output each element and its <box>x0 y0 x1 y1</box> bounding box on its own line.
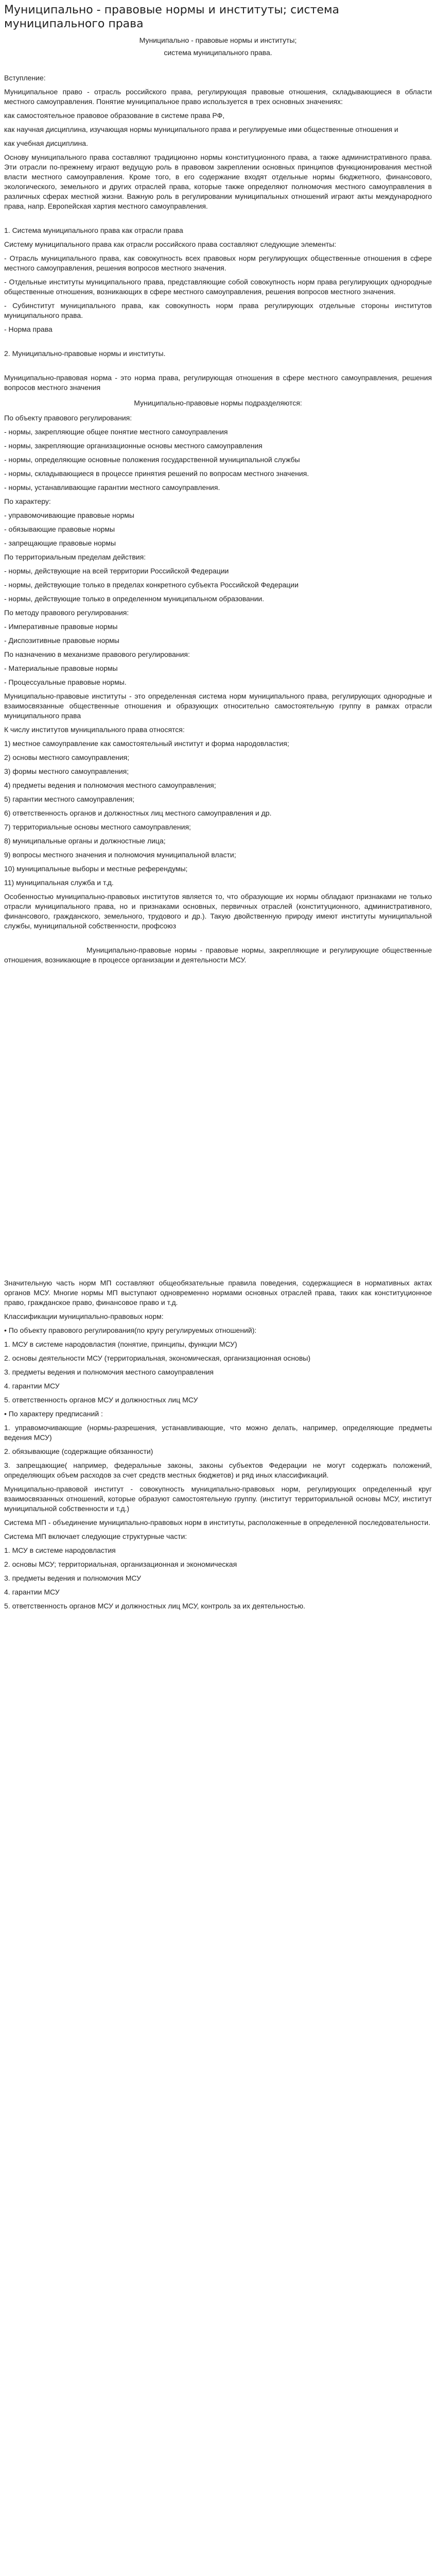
subtitle-line: система муниципального права. <box>164 48 272 57</box>
list-item: - обязывающие правовые нормы <box>4 525 115 533</box>
list-item: - нормы, закрепляющие общее понятие местного самоуправления <box>4 428 228 436</box>
paragraph: По территориальным пределам действия: <box>4 553 146 561</box>
list-item: - нормы, определяющие основные положения государственной муниципальной службы <box>4 455 300 464</box>
paragraph: Муниципально-правовые институты - это определенная система норм муниципального права, регулирующих однородные и взаимосвязанные общественные отношения и образующих относительно самостоятельную группу в рамках отрасли муниципального права <box>4 692 432 720</box>
blank-space <box>4 969 432 1278</box>
list-item: 1) местное самоуправление как самостоятельный институт и форма народовластия; <box>4 739 289 748</box>
paragraph: Основу муниципального права составляют традиционно нормы конституционного права, а также административного права. Эти отрасли по-прежнему играют ведущую роль в правовом закреплении основных принципов функционирования местной власти местного самоуправления. Кроме того, в его содержание входят отдельные нормы бюджетного, финансового, экологического, земельного и других отраслей права, которые также определяют полномочия местного самоуправления в различных сферах местной жизни. Важную роль в регулировании муниципальных отношений играют акты международного права, напр. Европейская хартия местного самоуправления. <box>4 153 432 210</box>
list-item: Муниципально-правовой институт - совокупность муниципально-правовых норм, регулирующих определенный круг взаимосвязанных отношений, которые образуют самостоятельную группу. (институт территориальной основы МСУ, институт муниципальной собственности и т.д.) <box>4 1485 432 1513</box>
list-item: 3. предметы ведения и полномочия местного самоуправления <box>4 1368 214 1376</box>
list-item: - Материальные правовые нормы <box>4 664 118 672</box>
list-item: 11) муниципальная служба и т.д. <box>4 878 114 887</box>
paragraph: 1. МСУ в системе народовластия <box>4 1546 116 1554</box>
list-item: - нормы, действующие только в определенном муниципальном образовании. <box>4 595 265 603</box>
list-item: 2. основы деятельности МСУ (территориальная, экономическая, организационная основы) <box>4 1354 310 1362</box>
paragraph: - Отрасль муниципального права, как совокупность всех правовых норм регулирующих общественные отношения в сфере местного самоуправления, решения вопросов местного значения. <box>4 254 432 272</box>
paragraph: К числу институтов муниципального права относятся: <box>4 725 185 734</box>
blank-space <box>4 1615 432 1718</box>
paragraph: - Субинститут муниципального права, как совокупность норм права регулирующих отдельные стороны институтов муниципального права. <box>4 301 432 319</box>
paragraph: Система МП включает следующие структурные части: <box>4 1532 187 1540</box>
section-heading: 1. Система муниципального права как отрасли права <box>4 226 183 234</box>
list-item: 2) основы местного самоуправления; <box>4 753 130 761</box>
list-item: 3) формы местного самоуправления; <box>4 767 129 775</box>
paragraph: Классификации муниципально-правовых норм: <box>4 1312 164 1320</box>
list-item: 6) ответственность органов и должностных лиц местного самоуправления и др. <box>4 809 272 817</box>
list-item: - запрещающие правовые нормы <box>4 539 116 547</box>
list-item: - нормы, закрепляющие организационные основы местного самоуправления <box>4 442 263 450</box>
list-item: 4) предметы ведения и полномочия местного самоуправления; <box>4 781 216 789</box>
list-item: 5. ответственность органов МСУ и должностных лиц МСУ, контроль за их деятельностью. <box>4 1602 306 1610</box>
paragraph: Муниципально-правовые нормы подразделяются: <box>134 399 302 407</box>
list-item: 5) гарантии местного самоуправления; <box>4 795 135 803</box>
list-item: - нормы, устанавливающие гарантии местного самоуправления. <box>4 483 220 492</box>
list-item: 3. запрещающие( например, федеральные законы, законы субъектов Федерации не могут содержать положений, определяющих объем расходов за счет средств местных бюджетов) и ряд иных классификаций. <box>4 1461 432 1479</box>
list-item: 9) вопросы местного значения и полномочия муниципальной власти; <box>4 851 236 859</box>
list-item: 2. основы МСУ; территориальная, организационная и экономическая <box>4 1560 237 1568</box>
list-item: 8) муниципальные органы и должностные лица; <box>4 837 166 845</box>
list-item: 4. гарантии МСУ <box>4 1588 60 1596</box>
document-page <box>0 3 436 1739</box>
list-item: - управомочивающие правовые нормы <box>4 511 134 519</box>
paragraph: По назначению в механизме правового регулирования: <box>4 650 190 658</box>
subtitle-block <box>4 34 432 59</box>
paragraph: как научная дисциплина, изучающая нормы муниципального права и регулируемые ими общественные отношения и <box>4 125 398 133</box>
list-item: - нормы, складывающиеся в процессе принятия решений по вопросам местного значения. <box>4 469 309 478</box>
list-item: 10) муниципальные выборы и местные референдумы; <box>4 865 188 873</box>
paragraph: Муниципальное право - отрасль российского права, регулирующая правовые отношения, складывающиеся в области местного самоуправления. Понятие муниципальное право используется в трех основных значениях: <box>4 88 432 106</box>
list-item: 3. предметы ведения и полномочия МСУ <box>4 1574 141 1582</box>
list-item: - нормы, действующие на всей территории Российской Федерации <box>4 567 229 575</box>
paragraph: Система МП - объединение муниципально-правовых норм в институты, расположенные в определенной последовательности. <box>4 1518 430 1527</box>
list-item: - нормы, действующие только в пределах конкретного субъекта Российской Федерации <box>4 581 299 589</box>
paragraph: • По объекту правового регулирования(по кругу регулируемых отношений): <box>4 1326 257 1334</box>
paragraph: как учебная дисциплина. <box>4 139 88 147</box>
paragraph: Систему муниципального права как отрасли российского права составляют следующие элементы: <box>4 240 337 248</box>
paragraph: Муниципально-правовая норма - это норма права, регулирующая отношения в сфере местного самоуправления, решения вопросов местного значения <box>4 374 432 392</box>
paragraph: По характеру: <box>4 497 51 505</box>
list-item: - Диспозитивные правовые нормы <box>4 636 119 645</box>
paragraph: - Норма права <box>4 325 53 333</box>
paragraph: Значительную часть норм МП составляют общеобязательные правила поведения, содержащиеся в нормативных актах органов МСУ. Многие нормы МП выступают одновременно нормами основных отраслей права, таких как конституционное право, гражданское право, финансовое право и т.д. <box>4 1279 432 1307</box>
list-item: - Императивные правовые нормы <box>4 622 118 631</box>
paragraph: как самостоятельное правовое образование в системе права РФ, <box>4 111 225 120</box>
list-item: Особенностью муниципально-правовых институтов является то, что образующие их нормы обладают признаками не только отрасли муниципального права, но и признаками основных, первичных отраслей (конституционного, административного, финансового, гражданского, земельного, трудового и др.). Такую двойственную природу имеют институты муниципальной службы, муниципальной собственности, профсоюз <box>4 892 432 930</box>
list-item: • По характеру предписаний : <box>4 1410 103 1418</box>
paragraph: 1. управомочивающие (нормы-разрешения, устанавливающие, что можно делать, например, определяющие предметы ведения МСУ) <box>4 1423 432 1442</box>
section-heading: 2. Муниципально-правовые нормы и институты. <box>4 349 166 358</box>
list-item: 5. ответственность органов МСУ и должностных лиц МСУ <box>4 1396 198 1404</box>
paragraph: Муниципально-правовые нормы - правовые нормы, закрепляющие и регулирующие общественные отношения, возникающие в процессе организации и деятельности МСУ. <box>4 946 432 964</box>
paragraph: По объекту правового регулирования: <box>4 414 132 422</box>
list-item: 2. обязывающие (содержащие обязанности) <box>4 1447 153 1455</box>
subtitle-line: Муниципально - правовые нормы и институты; <box>139 36 297 44</box>
paragraph: 1. МСУ в системе народовластия (понятие, принципы, функции МСУ) <box>4 1340 237 1348</box>
list-item: 4. гарантии МСУ <box>4 1382 60 1390</box>
paragraph: Вступление: <box>4 74 46 82</box>
paragraph: По методу правового регулирования: <box>4 608 129 617</box>
list-item: - Процессуальные правовые нормы. <box>4 678 127 686</box>
page-title: Муниципально - правовые нормы и институты; система муниципального права <box>4 4 340 30</box>
paragraph: - Отдельные институты муниципального права, представляющие собой совокупность норм права регулирующих однородные общественные отношения, возникающих в сфере местного самоуправления, решения вопросов местного значения. <box>4 278 432 296</box>
list-item: 7) территориальные основы местного самоуправления; <box>4 823 191 831</box>
